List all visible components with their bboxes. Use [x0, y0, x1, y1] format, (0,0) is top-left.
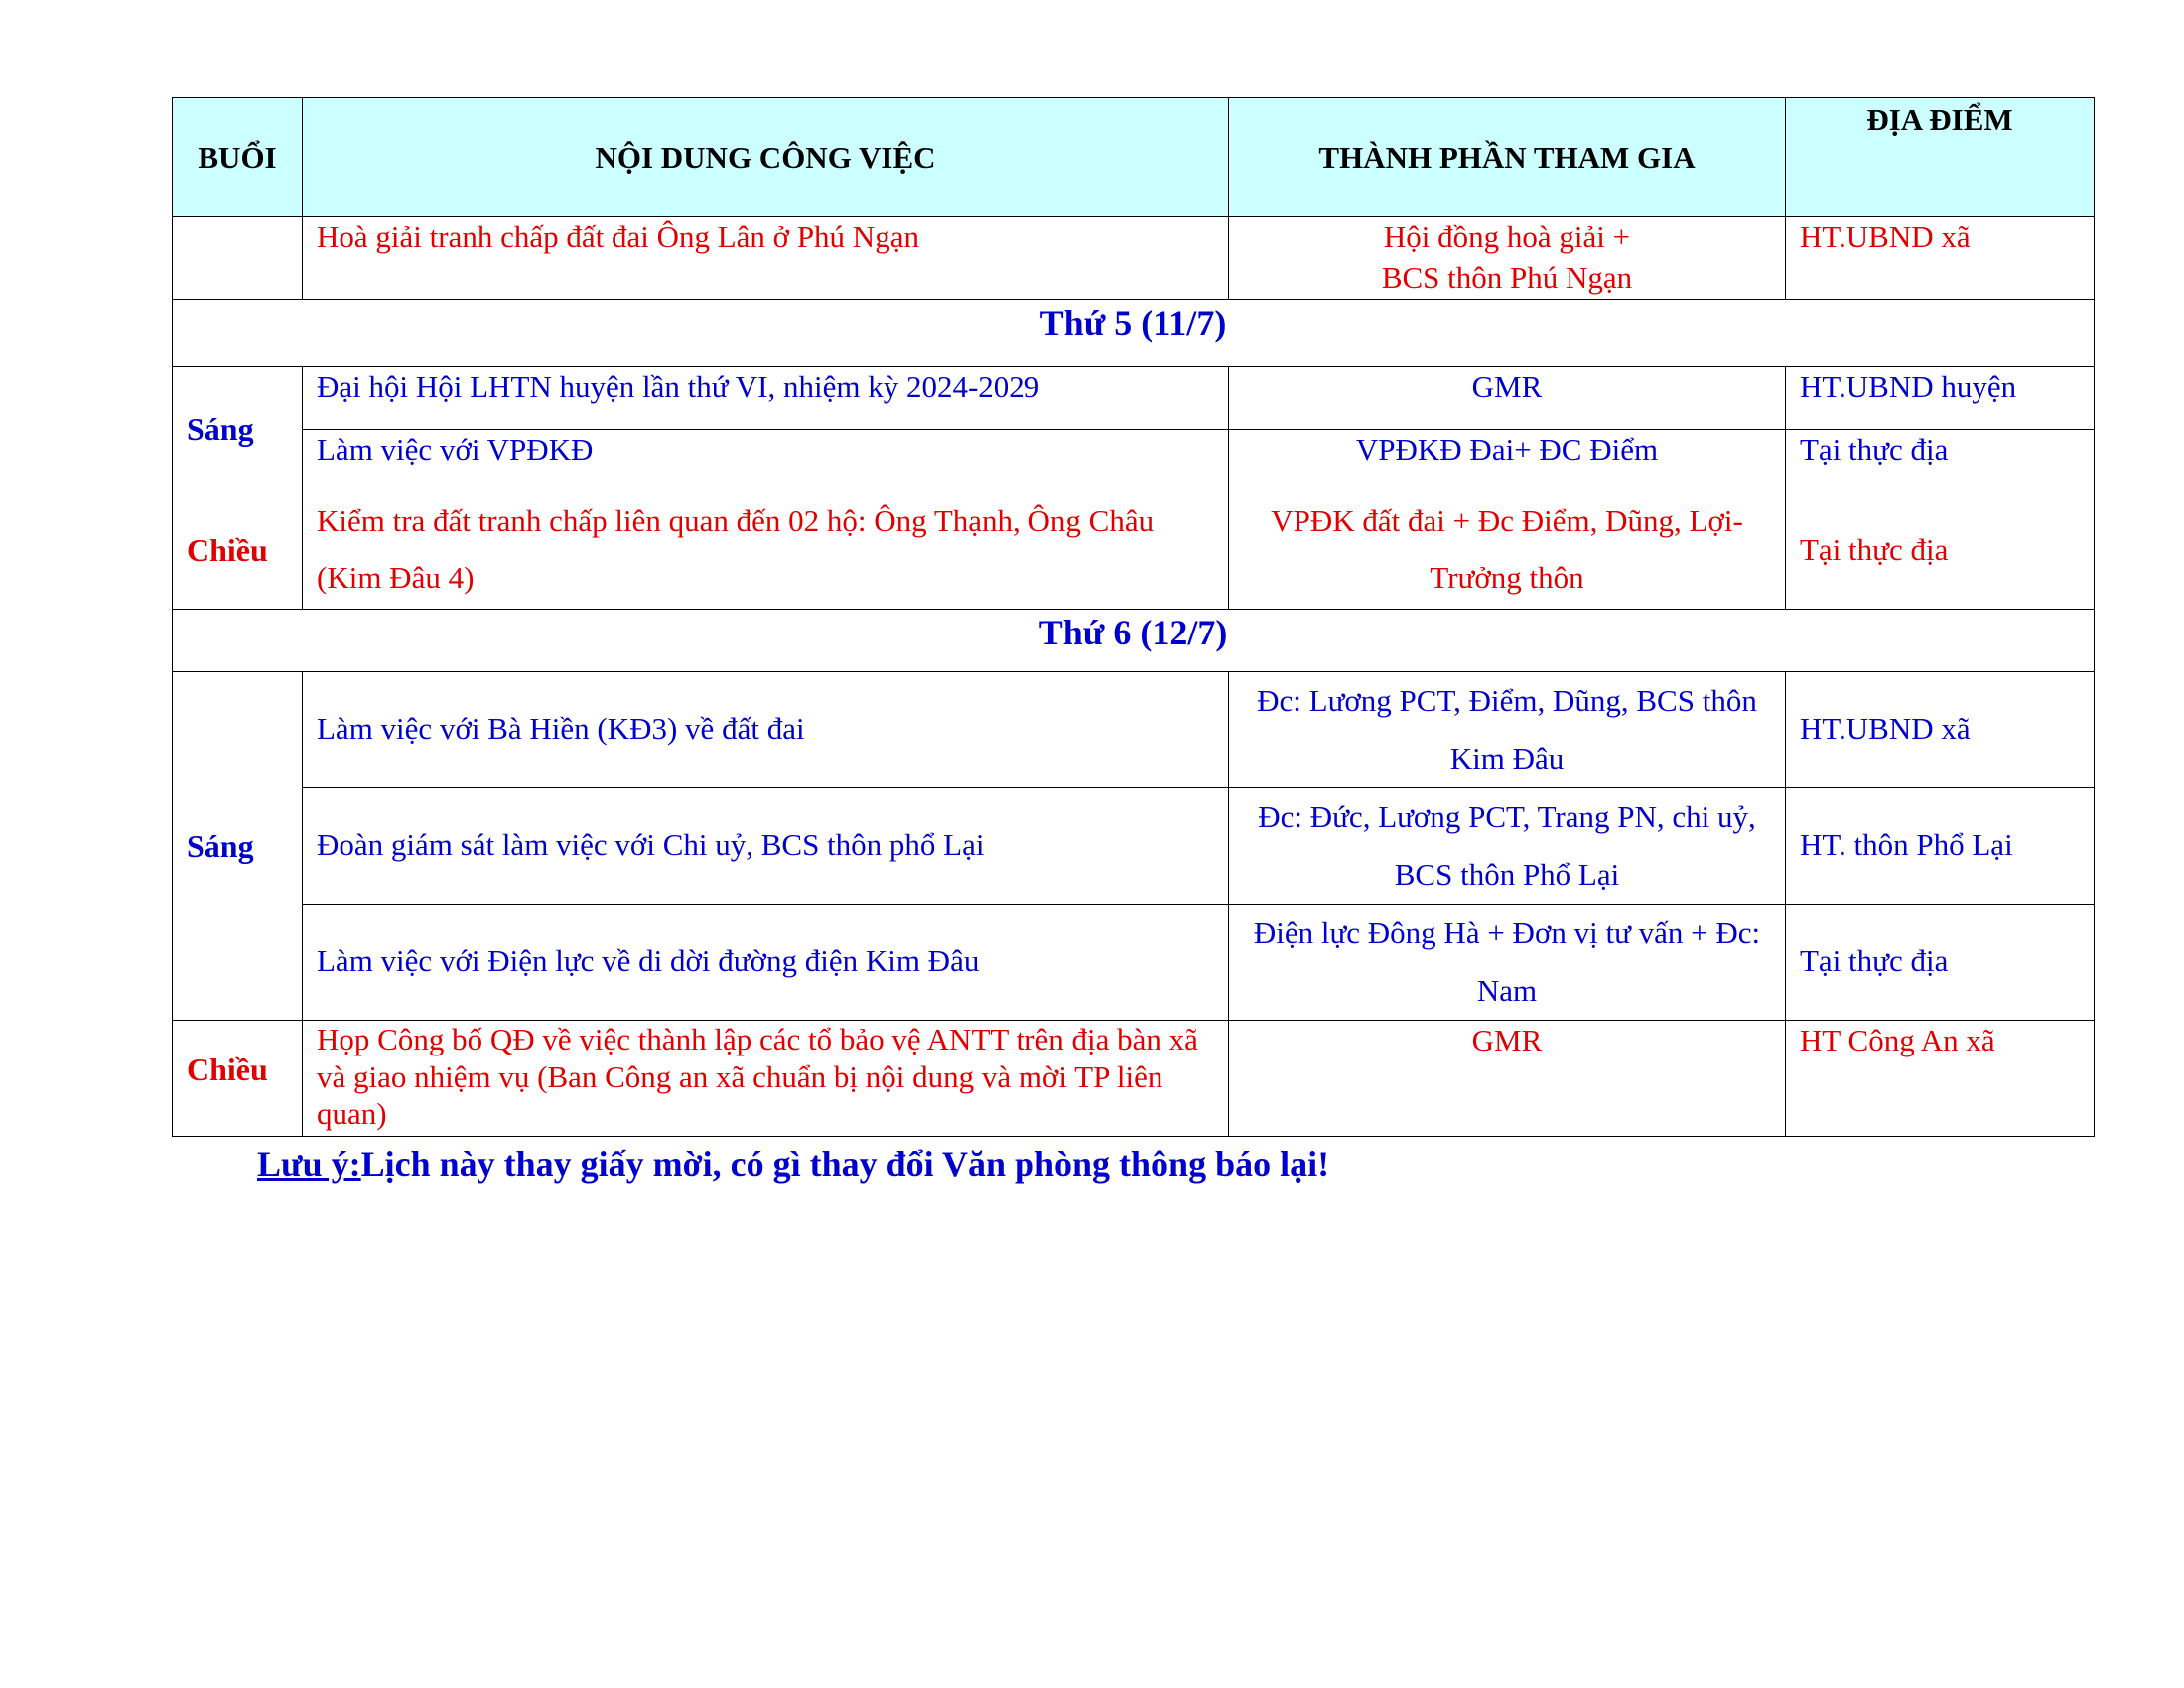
schedule-sheet [172, 97, 2094, 1185]
header-participants: THÀNH PHẦN THAM GIA [1229, 98, 1786, 217]
location-cell: Tại thực địa [1786, 429, 2095, 492]
session-label-morning: Sáng [173, 366, 303, 492]
content-cell: Làm việc với Điện lực về di dời đường điện Kim Đâu [303, 904, 1229, 1020]
session-cell [173, 217, 303, 300]
content-cell: Làm việc với Bà Hiền (KĐ3) về đất đai [303, 671, 1229, 787]
header-session: BUỔI [173, 98, 303, 217]
table-row [173, 492, 2095, 609]
content-cell: Hoà giải tranh chấp đất đai Ông Lân ở Phú Ngạn [303, 217, 1229, 300]
table-row [173, 787, 2095, 904]
header-row [173, 98, 2095, 217]
location-cell: HT Công An xã [1786, 1020, 2095, 1136]
footer-note [257, 1143, 2094, 1185]
header-location: ĐỊA ĐIỂM [1786, 98, 2095, 217]
participants-cell: GMR [1229, 366, 1786, 429]
participants-cell: GMR [1229, 1020, 1786, 1136]
note-text: Lịch này thay giấy mời, có gì thay đổi Văn phòng thông báo lại! [360, 1143, 1330, 1184]
table-row [173, 217, 2095, 300]
location-cell: HT. thôn Phổ Lại [1786, 787, 2095, 904]
location-cell: Tại thực địa [1786, 904, 2095, 1020]
location-cell: HT.UBND xã [1786, 217, 2095, 300]
session-label-afternoon: Chiều [173, 492, 303, 609]
content-cell: Họp Công bố QĐ về việc thành lập các tổ bảo vệ ANTT trên địa bàn xã và giao nhiệm vụ (Ban Công an xã chuẩn bị nội dung và mời TP liên quan) [303, 1020, 1229, 1136]
content-cell: Làm việc với VPĐKĐ [303, 429, 1229, 492]
day-header-row [173, 299, 2095, 366]
table-row [173, 671, 2095, 787]
session-label-morning: Sáng [173, 671, 303, 1020]
table-row [173, 429, 2095, 492]
table-row [173, 1020, 2095, 1136]
location-cell: HT.UBND huyện [1786, 366, 2095, 429]
location-cell: HT.UBND xã [1786, 671, 2095, 787]
table-row [173, 366, 2095, 429]
header-content: NỘI DUNG CÔNG VIỆC [303, 98, 1229, 217]
day-title: Thứ 6 (12/7) [173, 609, 2095, 671]
participants-cell: Điện lực Đông Hà + Đơn vị tư vấn + Đc: Nam [1229, 904, 1786, 1020]
participants-line: BCS thôn Phú Ngạn [1381, 259, 1633, 295]
table-row [173, 904, 2095, 1020]
participants-cell: Đc: Đức, Lương PCT, Trang PN, chi uỷ, BCS thôn Phổ Lại [1229, 787, 1786, 904]
schedule-table [172, 97, 2095, 1137]
participants-line: Hội đồng hoà giải + [1383, 219, 1631, 254]
participants-cell: VPĐK đất đai + Đc Điểm, Dũng, Lợi-Trưởng thôn [1229, 492, 1786, 609]
content-cell: Kiểm tra đất tranh chấp liên quan đến 02 hộ: Ông Thạnh, Ông Châu (Kim Đâu 4) [303, 492, 1229, 609]
participants-cell: Đc: Lương PCT, Điểm, Dũng, BCS thôn Kim Đâu [1229, 671, 1786, 787]
session-label-afternoon: Chiều [173, 1020, 303, 1136]
note-label: Lưu ý: [257, 1143, 361, 1184]
day-title: Thứ 5 (11/7) [173, 299, 2095, 366]
day-header-row [173, 609, 2095, 671]
participants-cell [1229, 217, 1786, 300]
content-cell: Đoàn giám sát làm việc với Chi uỷ, BCS thôn phổ Lại [303, 787, 1229, 904]
content-cell: Đại hội Hội LHTN huyện lần thứ VI, nhiệm kỳ 2024-2029 [303, 366, 1229, 429]
participants-cell: VPĐKĐ Đai+ ĐC Điểm [1229, 429, 1786, 492]
location-cell: Tại thực địa [1786, 492, 2095, 609]
